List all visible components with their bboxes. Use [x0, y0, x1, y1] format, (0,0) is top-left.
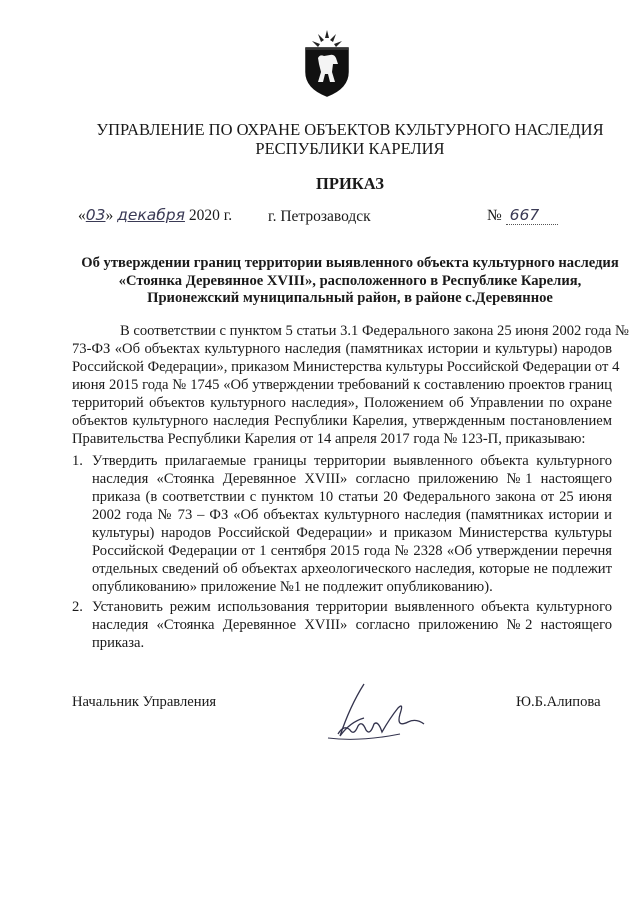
item-line: приказа.	[92, 635, 145, 651]
handwritten-signature	[320, 678, 430, 748]
item-line: культуры) народов Российской Федерации» и приказом Министерства культуры	[92, 525, 612, 541]
item-line: 2002 года № 73 – ФЗ «Об объектах культурного наследия (памятниках истории и	[92, 507, 612, 523]
date-close-quote: »	[105, 207, 114, 224]
signatory-position: Начальник Управления	[72, 694, 217, 710]
preamble-paragraph	[72, 322, 629, 448]
item-line: отдельных сведений об объектах археологического наследия, которые не подлежит	[92, 561, 612, 577]
preamble-line: 73-ФЗ «Об объектах культурного наследия (памятниках истории и культуры) народов	[72, 341, 612, 357]
date-month-handwritten: декабря	[117, 206, 185, 224]
item-line: приказа (в соответствии с пунктом 10 статьи 20 Федерального закона от 25 июня	[92, 489, 612, 505]
coat-of-arms-emblem	[300, 28, 354, 98]
item-line: наследия «Стоянка Деревянное XVIII» согласно приложению №1 настоящего	[92, 471, 612, 487]
city-label: г. Петрозаводск	[268, 208, 371, 225]
item-line: Российской Федерации от 1 сентября 2015 года № 2328 «Об утверждении перечня	[92, 543, 612, 559]
number-value-handwritten: 667	[506, 206, 558, 225]
date-open-quote: «	[78, 207, 86, 224]
subject-line-2: «Стоянка Деревянное XVIII», расположенного в Республике Карелия,	[118, 272, 582, 289]
preamble-line: июня 2015 года № 1745 «Об утверждении требований к составлению проектов границ	[72, 377, 612, 393]
preamble-line: В соответствии с пунктом 5 статьи 3.1 Федерального закона 25 июня 2002 года №	[120, 323, 629, 339]
preamble-line: Российской Федерации», приказом Министерства культуры Российской Федерации от 4	[72, 359, 620, 375]
item-line: опубликованию» приложение №1 не подлежит опубликованию).	[92, 579, 493, 595]
date-year: 2020 г.	[188, 207, 233, 224]
document-type-title: ПРИКАЗ	[316, 174, 384, 193]
number-sign: №	[487, 207, 502, 224]
order-date	[78, 206, 232, 228]
item-number: 1.	[72, 453, 83, 469]
item-line: Утвердить прилагаемые границы территории выявленного объекта культурного	[92, 453, 612, 469]
date-day-handwritten: 03	[85, 206, 106, 224]
preamble-line: объектов культурного наследия Республики Карелия, утвержденным постановлением	[72, 413, 612, 429]
item-line: Установить режим использования территории выявленного объекта культурного	[92, 599, 612, 615]
item-text	[92, 598, 612, 652]
preamble-line: территорий объектов культурного наследия», Положением об Управлении по охране	[72, 395, 612, 411]
organization-name-line2: РЕСПУБЛИКИ КАРЕЛИЯ	[255, 139, 445, 158]
organization-name-line1: УПРАВЛЕНИЕ ПО ОХРАНЕ ОБЪЕКТОВ КУЛЬТУРНОГО НАСЛЕДИЯ	[96, 120, 604, 139]
item-line: наследия «Стоянка Деревянное XVIII» согласно приложению №2 настоящего	[92, 617, 612, 633]
order-number	[487, 206, 558, 228]
signatory-name: Ю.Б.Алипова	[516, 694, 601, 710]
subject-line-1: Об утверждении границ территории выявленного объекта культурного наследия	[81, 255, 619, 271]
preamble-line: Правительства Республики Карелия от 14 апреля 2017 года № 123-П, приказываю:	[72, 431, 586, 447]
order-subject	[60, 255, 640, 308]
item-number: 2.	[72, 599, 83, 615]
item-text	[92, 452, 612, 596]
subject-line-3: Прионежский муниципальный район, в районе с.Деревянное	[147, 290, 553, 306]
